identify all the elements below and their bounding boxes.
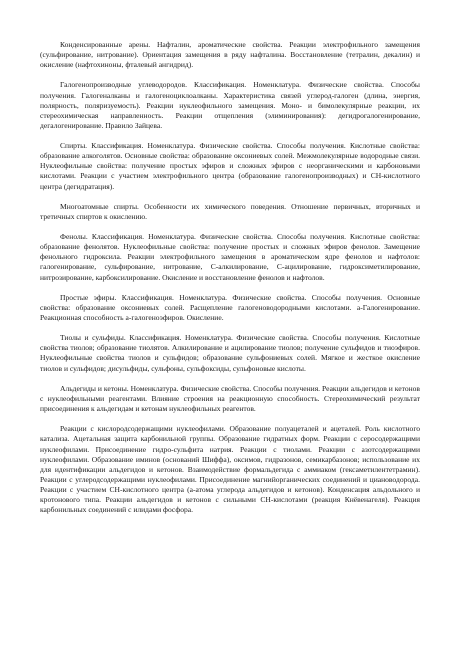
paragraph-phenols: Фенолы. Классификация. Номенклатура. Физические свойства. Способы получения. Кислотные свойства: образование фенолятов. Нуклеофильные свойства: получение простых и сложных эфиров фенолов. Замещение фенольного гидроксила. Реакции электрофильного замещения в ароматическом ядре фенолов и нафтолов: галогенирование, сульфирование, нитрование, С-алкилирование, С-ацилирование, гидроксиметилирование, нитрозирование, карбоксилирование. Окисление и восстановление фенолов и нафтолов. (40, 232, 420, 282)
paragraph-polyols: Многоатомные спирты. Особенности их химического поведения. Отношение первичных, вторичных и третичных спиртов к окислению. (40, 201, 420, 221)
paragraph-ethers: Простые эфиры. Классификация. Номенклатура. Физические свойства. Способы получения. Основные свойства: образование оксониевых солей. Расщепление галогеноводородными кислотами. a-Галогенирование. Реакционная способность a-галогеноэфиров. Окисление. (40, 292, 420, 322)
paragraph-condensed-arenes: Конденсированные арены. Нафталин, ароматические свойства. Реакции электрофильного замещения (сульфирование, нитрование). Ориентация замещения в ряду нафталина. Восстановление (тетралин, декалин) и окисление (нафтохиноны, фталевый ангидрид). (40, 40, 420, 70)
paragraph-alcohols: Спирты. Классификация. Номенклатура. Физические свойства. Способы получения. Кислотные свойства: образование алкоголятов. Основные свойства: образование оксониевых солей. Межмолекулярные водородные связи. Нуклеофильные свойства: получение простых эфиров и сложных эфиров с неорганическими и карбоновыми кислотами. Реакции с участием электрофильного центра (образование галогенопроизводных) и CH-кислотного центра (дегидратация). (40, 141, 420, 191)
paragraph-nucleophile-reactions: Реакции с кислородсодержащими нуклеофилами. Образование полуацеталей и ацеталей. Роль кислотного катализа. Ацетальная защита карбонильной группы. Образование гидратных форм. Реакции с серосодержащими нуклеофилами. Присоединение гидро-сульфита натрия. Реакции с тиолами. Реакции с азотсодержащими нуклеофилами. Образование иминов (оснований Шиффа), оксимов, гидразонов, семикарбазонов; использование их для идентификации альдегидов и кетонов. Взаимодействие формальдегида с аммиаком (гексаметилентетрамин). Реакции с углеродсодержащими нуклеофилами. Присоединение магнийорганических соединений и циановодорода. Реакции с участием CH-кислотного центра (а-атома углерода альдегидов и кетонов). Конденсация альдольного и кротонового типа. Реакции альдегидов и кетонов с сильными CH-кислотами (реакция Кнёвенагеля). Реакция карбонильных соединений с илидами фосфора. (40, 424, 420, 515)
paragraph-thiols: Тиолы и сульфиды. Классификация. Номенклатура. Физические свойства. Способы получения. Кислотные свойства тиолов; образование тиолятов. Алкилирование и ацилирование тиолов; получение сульфидов и тиоэфиров. Нуклеофильные свойства тиолов и сульфидов; образование сульфониевых солей. Мягкое и жесткое окисление тиолов и сульфидов; дисульфиды, сульфоны, сульфоксиды, сульфоновые кислоты. (40, 333, 420, 373)
paragraph-haloalkanes: Галогенопроизводные углеводородов. Классификация. Номенклатура. Физические свойства. Способы получения. Галогеналканы и галогеноциклоалканы. Характеристика связей углерод-галоген (длина, энергия, полярность, поляризуемость). Реакции нуклеофильного замещения. Моно- и бимолекулярные реакции, их стереохимическая направленность. Реакции отщепления (элиминирования): дегидрогалогенирование, дегалогенирование. Правило Зайцева. (40, 80, 420, 130)
paragraph-aldehydes-ketones: Альдегиды и кетоны. Номенклатура. Физические свойства. Способы получения. Реакции альдегидов и кетонов с нуклеофильными реагентами. Влияние строения на реакционную способность. Стереохимический результат присоединения к альдегидам и кетонам нуклеофильных реагентов. (40, 383, 420, 414)
document-page (40, 40, 420, 525)
